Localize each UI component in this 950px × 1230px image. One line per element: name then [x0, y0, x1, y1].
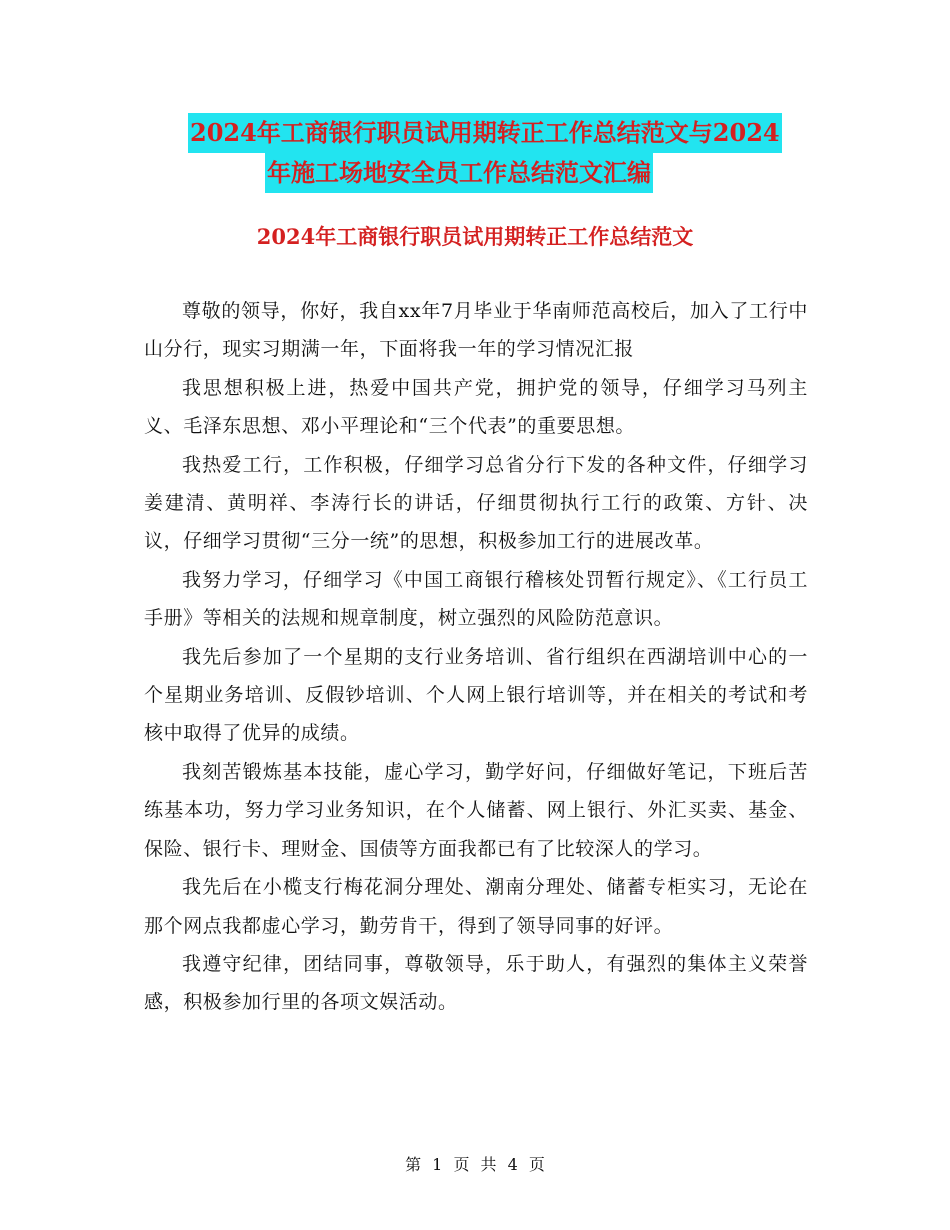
- document-title-line-1: 2024年工商银行职员试用期转正工作总结范文与2024: [188, 113, 782, 153]
- paragraph: 尊敬的领导，你好，我自xx年7月毕业于华南师范高校后，加入了工行中山分行，现实习期满一年，下面将我一年的学习情况汇报: [144, 300, 808, 361]
- paragraph: 我努力学习，仔细学习《中国工商银行稽核处罚暂行规定》、《工行员工手册》等相关的法规和规章制度，树立强烈的风险防范意识。: [144, 568, 808, 630]
- page-footer: 第 1 页 共 4 页: [405, 1155, 545, 1174]
- paragraph: 我遵守纪律，团结同事，尊敬领导，乐于助人，有强烈的集体主义荣誉感，积极参加行里的各项文娱活动。: [144, 952, 808, 1014]
- paragraph: 我先后参加了一个星期的支行业务培训、省行组织在西湖培训中心的一个星期业务培训、反假钞培训、个人网上银行培训等，并在相关的考试和考核中取得了优异的成绩。: [144, 645, 808, 745]
- paragraph: 我刻苦锻炼基本技能，虚心学习，勤学好问，仔细做好笔记，下班后苦练基本功，努力学习业务知识，在个人储蓄、网上银行、外汇买卖、基金、保险、银行卡、理财金、国债等方面我都已有了比较深人的学习。: [144, 760, 808, 860]
- paragraph: 我先后在小榄支行梅花洞分理处、潮南分理处、储蓄专柜实习，无论在那个网点我都虚心学习，勤劳肯干，得到了领导同事的好评。: [144, 876, 808, 937]
- paragraph: 我思想积极上进，热爱中国共产党，拥护党的领导，仔细学习马列主义、毛泽东思想、邓小平理论和“三个代表”的重要思想。: [144, 376, 808, 438]
- document-title-line-2: 年施工场地安全员工作总结范文汇编: [265, 153, 653, 193]
- section-title: 2024年工商银行职员试用期转正工作总结范文: [256, 224, 694, 249]
- paragraph: 我热爱工行，工作积极，仔细学习总省分行下发的各种文件，仔细学习姜建清、黄明祥、李涛行长的讲话，仔细贯彻执行工行的政策、方针、决议，仔细学习贯彻“三分一统”的思想，积极参加工行的进展改革。: [144, 453, 808, 553]
- document-body: [144, 292, 808, 1022]
